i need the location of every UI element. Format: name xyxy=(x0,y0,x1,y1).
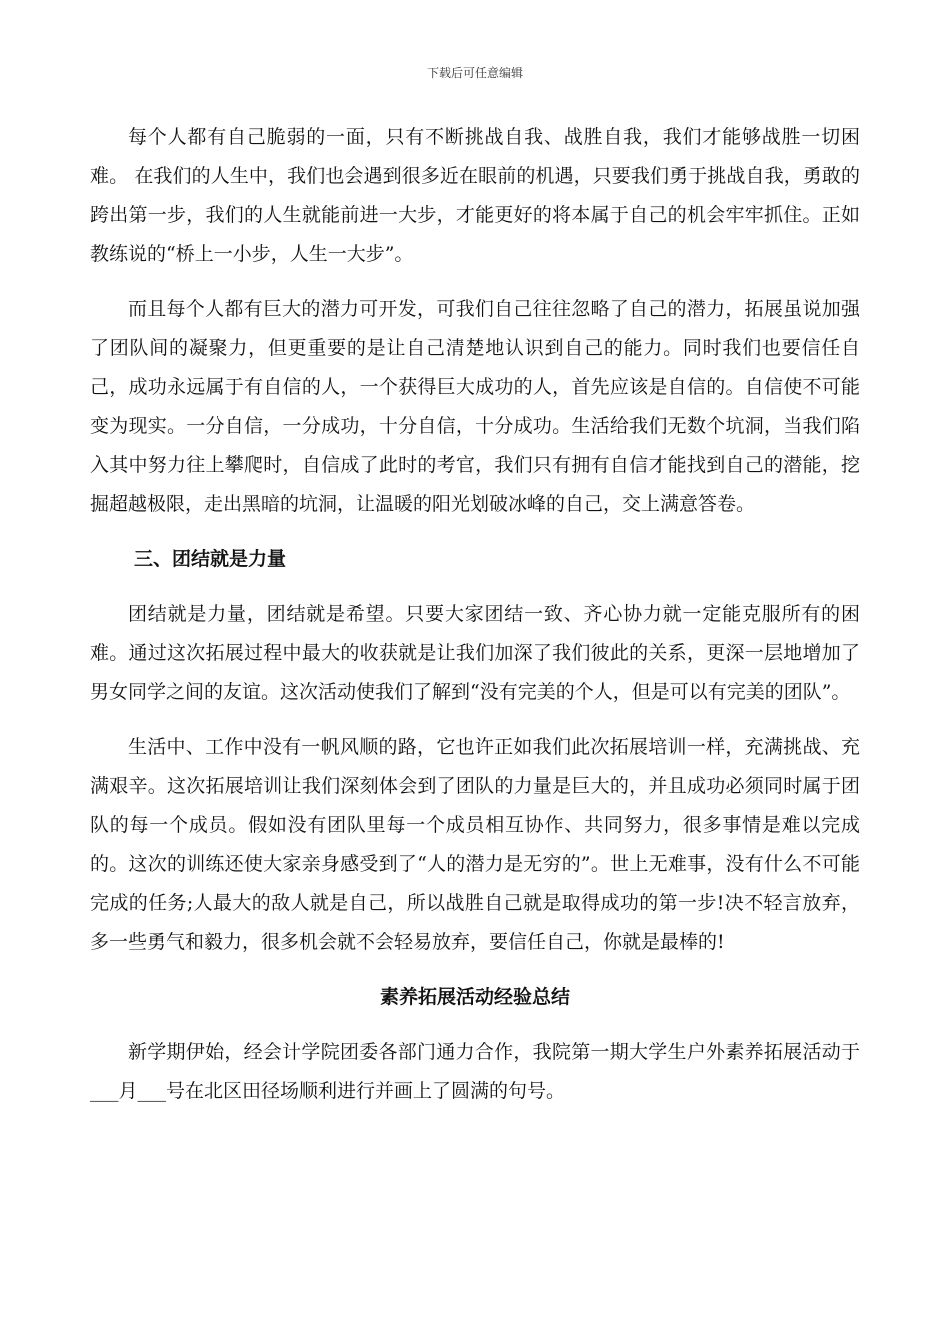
section-heading: 三、团结就是力量 xyxy=(134,548,287,570)
paragraph: 每个人都有自己脆弱的一面，只有不断挑战自我、战胜自我，我们才能够战胜一切困难。 在我们的人生中，我们也会遇到很多近在眼前的机遇，只要我们勇于挑战自我，勇敢的跨出第一步，我们的人生就能前进一大步，才能更好的将本属于自己的机会牢牢抓住。正如教练说的“桥上一小步，人生一大步”。 xyxy=(90,126,860,265)
paragraph: 团结就是力量，团结就是希望。只要大家团结一致、齐心协力就一定能克服所有的困难。通过这次拓展过程中最大的收获就是让我们加深了我们彼此的关系，更深一层地增加了男女同学之间的友谊。这次活动使我们了解到“没有完美的个人，但是可以有完美的团队”。 xyxy=(90,603,860,703)
paragraph: 生活中、工作中没有一帆风顺的路，它也许正如我们此次拓展培训一样，充满挑战、充满艰辛。这次拓展培训让我们深刻体会到了团队的力量是巨大的，并且成功必须同时属于团队的每一个成员。假如没有团队里每一个成员相互协作、共同努力，很多事情是难以完成的。这次的训练还使大家亲身感受到了“人的潜力是无穷的”。世上无难事，没有什么不可能完成的任务;人最大的敌人就是自己，所以战胜自己就是取得成功的第一步!决不轻言放弃，多一些勇气和毅力，很多机会就不会轻易放弃，要信任自己，你就是最棒的! xyxy=(90,736,860,953)
paragraph: 而且每个人都有巨大的潜力可开发，可我们自己往往忽略了自己的潜力，拓展虽说加强了团队间的凝聚力，但更重要的是让自己清楚地认识到自己的能力。同时我们也要信任自己，成功永远属于有自信的人，一个获得巨大成功的人，首先应该是自信的。自信使不可能变为现实。一分自信，一分成功，十分自信，十分成功。生活给我们无数个坑洞，当我们陷入其中努力往上攀爬时，自信成了此时的考官，我们只有拥有自信才能找到自己的潜能，挖掘超越极限，走出黑暗的坑洞，让温暖的阳光划破冰峰的自己，交上满意答卷。 xyxy=(90,298,860,515)
page-header: 下载后可任意编辑 xyxy=(426,66,523,80)
document-body xyxy=(90,118,860,1127)
article-title: 素养拓展活动经验总结 xyxy=(379,986,570,1008)
paragraph: 新学期伊始，经会计学院团委各部门通力合作，我院第一期大学生户外素养拓展活动于___月___号在北区田径场顺利进行并画上了圆满的句号。 xyxy=(90,1041,860,1102)
